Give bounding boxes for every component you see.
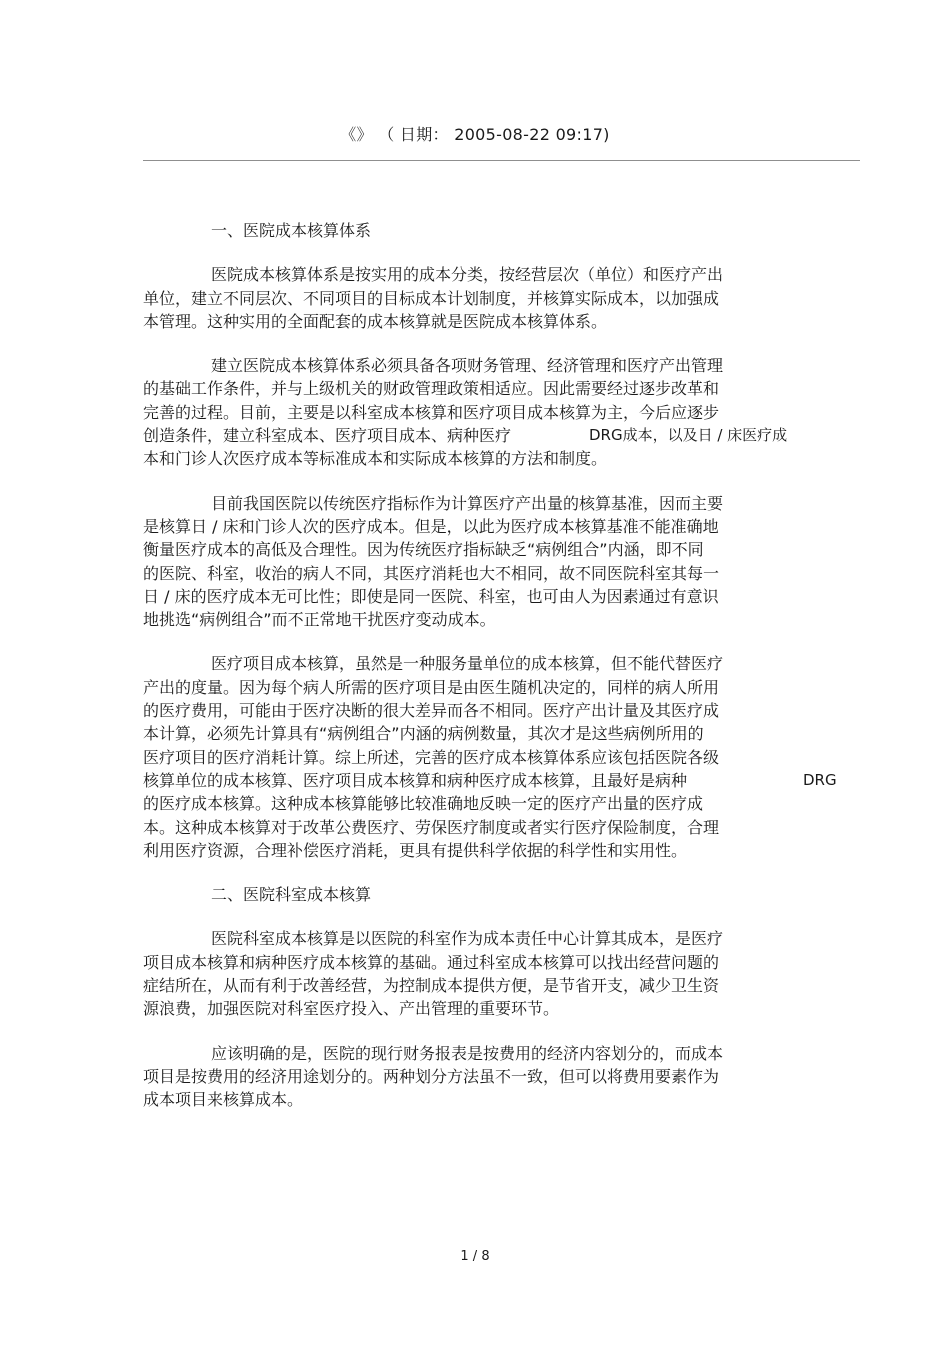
paragraph-line: 的医院、科室，收治的病人不同，其医疗消耗也大不相同，故不同医院科室其每一 xyxy=(143,563,720,583)
page-number: 1 / 8 xyxy=(460,1249,490,1264)
paragraph-line: 应该明确的是，医院的现行财务报表是按费用的经济内容划分的，而成本 xyxy=(211,1043,724,1063)
paragraph-line: 日 / 床的医疗成本无可比性；即使是同一医院、科室，也可由人为因素通过有意识 xyxy=(143,586,719,606)
paragraph-line: 医疗项目成本核算，虽然是一种服务量单位的成本核算，但不能代替医疗 xyxy=(211,654,724,674)
paragraph-line: 成本项目来核算成本。 xyxy=(143,1090,304,1110)
paragraph-line-with-tag xyxy=(143,769,843,792)
document-header: 《》 （ 日期： 2005-08-22 09:17) xyxy=(340,125,610,144)
document-body xyxy=(143,219,843,1112)
paragraph-6 xyxy=(143,1042,843,1112)
paragraph-4 xyxy=(143,652,843,862)
header-divider xyxy=(143,160,860,161)
paragraph-line-text: 创造条件，建立科室成本、医疗项目成本、病种医疗 xyxy=(143,426,512,446)
paragraph-line-with-tag xyxy=(143,424,843,447)
paragraph-2 xyxy=(143,354,843,470)
paragraph-line-text: 核算单位的成本核算、医疗项目成本核算和病种医疗成本核算，且最好是病种 xyxy=(143,770,688,790)
paragraph-line: 症结所在，从而有利于改善经营，为控制成本提供方便，是节省开支，减少卫生资 xyxy=(143,976,720,996)
paragraph-line: 的基础工作条件，并与上级机关的财政管理政策相适应。因此需要经过逐步改革和 xyxy=(143,379,720,399)
paragraph-line: 目前我国医院以传统医疗指标作为计算医疗产出量的核算基准，因而主要 xyxy=(211,493,724,513)
paragraph-line: 衡量医疗成本的高低及合理性。因为传统医疗指标缺乏“病例组合”内涵，即不同 xyxy=(143,540,704,560)
drg-tail-text: DRG成本，以及日 / 床医疗成 xyxy=(589,426,788,445)
paragraph-line: 医院科室成本核算是以医院的科室作为成本责任中心计算其成本，是医疗 xyxy=(211,929,724,949)
paragraph-line: 项目成本核算和病种医疗成本核算的基础。通过科室成本核算可以找出经营问题的 xyxy=(143,952,720,972)
paragraph-line: 医院成本核算体系是按实用的成本分类，按经营层次（单位）和医疗产出 xyxy=(211,265,724,285)
paragraph-line: 的医疗费用，可能由于医疗决断的很大差异而各不相同。医疗产出计量及其医疗成 xyxy=(143,701,720,721)
paragraph-3 xyxy=(143,492,843,632)
drg-tail-text: DRG xyxy=(803,770,837,789)
paragraph-line: 源浪费，加强医院对科室医疗投入、产出管理的重要环节。 xyxy=(143,999,560,1019)
paragraph-line: 本和门诊人次医疗成本等标准成本和实际成本核算的方法和制度。 xyxy=(143,449,608,469)
paragraph-line: 产出的度量。因为每个病人所需的医疗项目是由医生随机决定的，同样的病人所用 xyxy=(143,677,720,697)
paragraph-5 xyxy=(143,927,843,1020)
paragraph-line: 单位，建立不同层次、不同项目的目标成本计划制度，并核算实际成本，以加强成 xyxy=(143,288,720,308)
paragraph-line: 本计算，必须先计算具有“病例组合”内涵的病例数量，其次才是这些病例所用的 xyxy=(143,724,704,744)
paragraph-line: 建立医院成本核算体系必须具备各项财务管理、经济管理和医疗产出管理 xyxy=(211,356,724,376)
section-heading-2: 二、医院科室成本核算 xyxy=(211,885,372,905)
paragraph-line: 的医疗成本核算。这种成本核算能够比较准确地反映一定的医疗产出量的医疗成 xyxy=(143,794,704,814)
paragraph-line: 地挑选“病例组合”而不正常地干扰医疗变动成本。 xyxy=(143,610,496,630)
paragraph-line: 完善的过程。目前，主要是以科室成本核算和医疗项目成本核算为主，今后应逐步 xyxy=(143,402,720,422)
paragraph-1 xyxy=(143,263,843,333)
paragraph-line: 利用医疗资源，合理补偿医疗消耗，更具有提供科学依据的科学性和实用性。 xyxy=(143,840,688,860)
paragraph-line: 本管理。这种实用的全面配套的成本核算就是医院成本核算体系。 xyxy=(143,311,608,331)
paragraph-line: 项目是按费用的经济用途划分的。两种划分方法虽不一致，但可以将费用要素作为 xyxy=(143,1066,720,1086)
paragraph-line: 是核算日 / 床和门诊人次的医疗成本。但是，以此为医疗成本核算基准不能准确地 xyxy=(143,516,719,536)
paragraph-line: 医疗项目的医疗消耗计算。综上所述，完善的医疗成本核算体系应该包括医院各级 xyxy=(143,747,720,767)
paragraph-line: 本。这种成本核算对于改革公费医疗、劳保医疗制度或者实行医疗保险制度，合理 xyxy=(143,817,720,837)
section-heading-1: 一、医院成本核算体系 xyxy=(211,221,372,240)
